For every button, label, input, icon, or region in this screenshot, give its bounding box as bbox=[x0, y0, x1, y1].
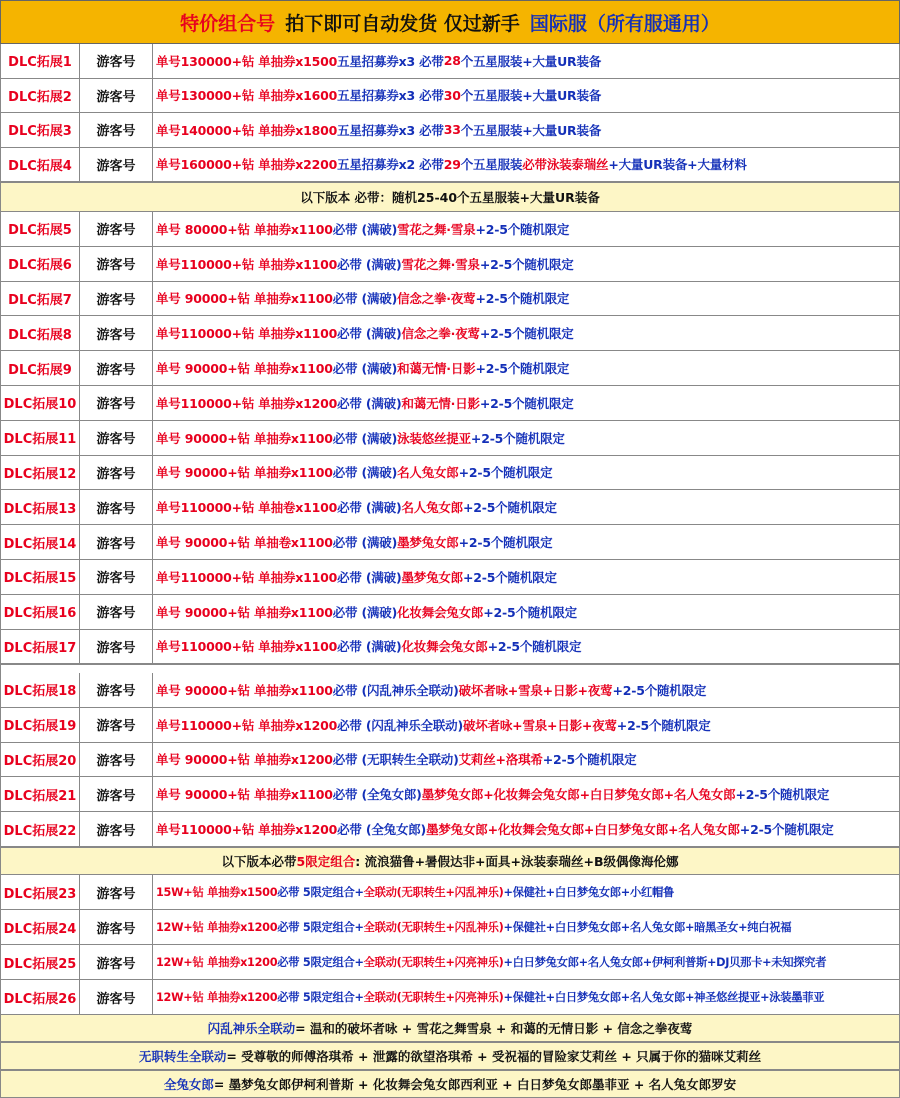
legend-key: 全兔女郎 bbox=[163, 1077, 214, 1092]
desc-price: 单号110000+钻 单抽券x1200 bbox=[156, 822, 338, 838]
desc-guarantee: 必带 (闪乱神乐全联动) bbox=[332, 682, 459, 698]
legend-line bbox=[0, 1014, 900, 1042]
row-description bbox=[153, 525, 900, 559]
table-row bbox=[0, 44, 900, 79]
row-id: DLC拓展7 bbox=[0, 282, 80, 316]
legend-line bbox=[0, 1070, 900, 1098]
table-row bbox=[0, 421, 900, 456]
row-account-type: 游客号 bbox=[80, 945, 153, 979]
table-row bbox=[0, 456, 900, 491]
desc-guarantee: 必带 (满破) bbox=[332, 535, 398, 551]
desc-extra: +2-5个随机限定 bbox=[479, 256, 574, 272]
desc-price: 单号 90000+钻 单抽券x1100 bbox=[156, 361, 333, 377]
desc-guarantee: 必带 5限定组合+ bbox=[277, 991, 364, 1004]
table-row bbox=[0, 113, 900, 148]
page-title bbox=[0, 0, 900, 44]
row-account-type: 游客号 bbox=[80, 630, 153, 664]
table-row bbox=[0, 79, 900, 114]
row-description bbox=[153, 630, 900, 664]
desc-price: 单号110000+钻 单抽券x1100 bbox=[156, 256, 338, 272]
desc-highlight: 雪花之舞·雪泉 bbox=[397, 221, 476, 237]
table-row bbox=[0, 525, 900, 560]
legend-value: = 受尊敬的师傅洛琪希 + 泄露的欲望洛琪希 + 受祝福的冒险家艾莉丝 + 只属于你的猫咪艾莉丝 bbox=[226, 1049, 762, 1064]
desc-extra: +2-5个随机限定 bbox=[483, 604, 577, 620]
row-description bbox=[153, 777, 900, 811]
row-description bbox=[153, 113, 900, 147]
desc-price: 15W+钻 单抽券x1500 bbox=[156, 886, 278, 899]
desc-price: 单号110000+钻 单抽券x1100 bbox=[156, 326, 338, 342]
row-id: DLC拓展8 bbox=[0, 316, 80, 350]
desc-highlight: 破坏者咏+雪泉+日影+夜莺 bbox=[462, 717, 617, 733]
row-account-type: 游客号 bbox=[80, 421, 153, 455]
row-account-type: 游客号 bbox=[80, 386, 153, 420]
note-prefix: 以下版本必带 bbox=[221, 854, 297, 869]
legend-key: 无职转生全联动 bbox=[138, 1049, 227, 1064]
desc-guarantee: 必带 (满破) bbox=[332, 465, 398, 481]
row-description bbox=[153, 560, 900, 594]
desc-extra: +保健社+白日梦兔女郎+名人兔女郎+暗黑圣女+纯白祝福 bbox=[503, 921, 792, 934]
desc-extra-2: +大量UR装备+大量材料 bbox=[608, 157, 747, 173]
table-row bbox=[0, 316, 900, 351]
desc-guarantee: 五星招募券x2 必带 bbox=[337, 157, 444, 173]
desc-price: 单号110000+钻 单抽券x1200 bbox=[156, 717, 338, 733]
desc-highlight: 28 bbox=[443, 53, 461, 69]
desc-guarantee: 必带 (满破) bbox=[332, 291, 398, 307]
desc-highlight: 33 bbox=[443, 122, 461, 138]
table-row bbox=[0, 148, 900, 183]
row-account-type: 游客号 bbox=[80, 351, 153, 385]
table-row bbox=[0, 630, 900, 665]
row-account-type: 游客号 bbox=[80, 777, 153, 811]
row-account-type: 游客号 bbox=[80, 708, 153, 742]
row-description bbox=[153, 282, 900, 316]
desc-extra: 个五星服装+大量UR装备 bbox=[460, 122, 602, 138]
table-row bbox=[0, 945, 900, 980]
desc-highlight: 化妆舞会兔女郎 bbox=[401, 639, 488, 655]
desc-extra: +2-5个随机限定 bbox=[470, 430, 565, 446]
row-id: DLC拓展9 bbox=[0, 351, 80, 385]
row-id: DLC拓展22 bbox=[0, 812, 80, 846]
title-highlight: 特价组合号 bbox=[180, 12, 276, 35]
row-id: DLC拓展6 bbox=[0, 247, 80, 281]
desc-highlight: 信念之拳·夜莺 bbox=[401, 326, 480, 342]
desc-guarantee: 必带 (满破) bbox=[332, 361, 398, 377]
desc-extra: +2-5个随机限定 bbox=[458, 465, 553, 481]
table-row bbox=[0, 595, 900, 630]
row-id: DLC拓展25 bbox=[0, 945, 80, 979]
row-id: DLC拓展21 bbox=[0, 777, 80, 811]
desc-guarantee: 必带 (满破) bbox=[337, 326, 402, 342]
desc-extra: +2-5个随机限定 bbox=[735, 787, 830, 803]
row-id: DLC拓展17 bbox=[0, 630, 80, 664]
desc-guarantee: 必带 5限定组合+ bbox=[277, 956, 364, 969]
desc-price: 12W+钻 单抽券x1200 bbox=[156, 991, 278, 1004]
row-id: DLC拓展19 bbox=[0, 708, 80, 742]
table-row bbox=[0, 673, 900, 708]
table-row bbox=[0, 777, 900, 812]
row-description bbox=[153, 980, 900, 1014]
desc-highlight: 墨梦兔女郎+化妆舞会兔女郎+白日梦兔女郎+名人兔女郎 bbox=[426, 822, 740, 838]
desc-extra: +2-5个随机限定 bbox=[458, 535, 553, 551]
desc-extra: +2-5个随机限定 bbox=[612, 682, 707, 698]
desc-price: 单号 90000+钻 单抽券x1100 bbox=[156, 291, 333, 307]
row-description bbox=[153, 743, 900, 777]
desc-extra: +2-5个随机限定 bbox=[479, 395, 574, 411]
row-description bbox=[153, 708, 900, 742]
desc-price: 单号130000+钻 单抽券x1600 bbox=[156, 88, 338, 104]
desc-guarantee: 必带 (满破) bbox=[332, 221, 398, 237]
desc-guarantee: 必带 5限定组合+ bbox=[277, 886, 364, 899]
row-description bbox=[153, 595, 900, 629]
table-row bbox=[0, 560, 900, 595]
note-highlight: 5限定组合 bbox=[296, 854, 356, 869]
desc-guarantee: 必带 (满破) bbox=[337, 395, 402, 411]
desc-guarantee: 必带 (满破) bbox=[337, 569, 402, 585]
desc-highlight: 名人兔女郎 bbox=[397, 465, 459, 481]
section-note-2 bbox=[0, 847, 900, 875]
desc-extra: +2-5个随机限定 bbox=[462, 569, 557, 585]
row-account-type: 游客号 bbox=[80, 875, 153, 909]
table-row bbox=[0, 812, 900, 847]
desc-highlight: 全联动(无职转生+闪亮神乐) bbox=[363, 991, 504, 1004]
desc-highlight: 30 bbox=[443, 87, 461, 103]
row-description bbox=[153, 79, 900, 113]
row-description bbox=[153, 910, 900, 944]
desc-highlight: 雪花之舞·雪泉 bbox=[401, 256, 480, 272]
row-id: DLC拓展5 bbox=[0, 212, 80, 246]
title-main: 拍下即可自动发货 仅过新手 bbox=[285, 12, 520, 35]
row-description bbox=[153, 212, 900, 246]
row-description bbox=[153, 44, 900, 78]
row-description bbox=[153, 351, 900, 385]
row-id: DLC拓展4 bbox=[0, 148, 80, 182]
row-id: DLC拓展15 bbox=[0, 560, 80, 594]
desc-guarantee: 五星招募券x3 必带 bbox=[337, 88, 444, 104]
table-row bbox=[0, 743, 900, 778]
row-account-type: 游客号 bbox=[80, 212, 153, 246]
row-description bbox=[153, 386, 900, 420]
row-account-type: 游客号 bbox=[80, 490, 153, 524]
desc-guarantee: 必带 (满破) bbox=[332, 430, 398, 446]
desc-highlight: 墨梦兔女郎+化妆舞会兔女郎+白日梦兔女郎+名人兔女郎 bbox=[421, 787, 736, 803]
row-account-type: 游客号 bbox=[80, 316, 153, 350]
desc-price: 12W+钻 单抽券x1200 bbox=[156, 956, 278, 969]
desc-extra: +2-5个随机限定 bbox=[479, 326, 574, 342]
row-description bbox=[153, 490, 900, 524]
row-account-type: 游客号 bbox=[80, 673, 153, 707]
desc-price: 单号130000+钻 单抽券x1500 bbox=[156, 53, 338, 69]
desc-guarantee: 必带 (满破) bbox=[332, 604, 398, 620]
row-account-type: 游客号 bbox=[80, 247, 153, 281]
row-description bbox=[153, 148, 900, 182]
row-account-type: 游客号 bbox=[80, 910, 153, 944]
table-row bbox=[0, 386, 900, 421]
desc-price: 单号 90000+钻 单抽券x1100 bbox=[156, 604, 333, 620]
row-description bbox=[153, 812, 900, 846]
row-id: DLC拓展3 bbox=[0, 113, 80, 147]
desc-extra: 个五星服装+大量UR装备 bbox=[460, 88, 602, 104]
table-row bbox=[0, 875, 900, 910]
row-account-type: 游客号 bbox=[80, 282, 153, 316]
desc-highlight: 全联动(无职转生+闪乱神乐) bbox=[363, 921, 504, 934]
title-server: 国际服（所有服通用） bbox=[529, 12, 720, 35]
desc-price: 单号110000+钻 单抽券x1100 bbox=[156, 569, 338, 585]
desc-price: 单号 90000+钻 单抽券x1100 bbox=[156, 682, 333, 698]
desc-guarantee: 必带 (闪乱神乐全联动) bbox=[337, 717, 463, 733]
desc-extra: +2-5个随机限定 bbox=[739, 822, 834, 838]
desc-price: 单号 90000+钻 单抽券x1100 bbox=[156, 465, 333, 481]
row-account-type: 游客号 bbox=[80, 148, 153, 182]
desc-extra: +2-5个随机限定 bbox=[462, 500, 557, 516]
desc-guarantee: 必带 5限定组合+ bbox=[277, 921, 364, 934]
desc-highlight: 全联动(无职转生+闪乱神乐) bbox=[363, 886, 504, 899]
row-id: DLC拓展16 bbox=[0, 595, 80, 629]
desc-guarantee: 五星招募券x3 必带 bbox=[337, 122, 444, 138]
row-account-type: 游客号 bbox=[80, 456, 153, 490]
row-id: DLC拓展11 bbox=[0, 421, 80, 455]
desc-guarantee: 必带 (满破) bbox=[337, 256, 402, 272]
table-row bbox=[0, 980, 900, 1015]
desc-highlight: 泳装悠丝提亚 bbox=[397, 430, 471, 446]
desc-highlight: 和蔼无情·日影 bbox=[401, 395, 480, 411]
legend-key: 闪乱神乐全联动 bbox=[207, 1021, 296, 1036]
desc-price: 单号 90000+钻 单抽券x1200 bbox=[156, 752, 333, 768]
desc-highlight: 墨梦兔女郎 bbox=[397, 535, 459, 551]
desc-extra: +白日梦兔女郎+名人兔女郎+伊柯利普斯+DJ贝那卡+未知探究者 bbox=[503, 956, 827, 969]
desc-price: 单号 90000+钻 单抽卷x1100 bbox=[156, 535, 333, 551]
desc-highlight-2: 必带泳装泰瑞丝 bbox=[522, 157, 609, 173]
desc-price: 单号140000+钻 单抽券x1800 bbox=[156, 122, 338, 138]
desc-price: 单号110000+钻 单抽券x1200 bbox=[156, 395, 338, 411]
table-row bbox=[0, 282, 900, 317]
row-id: DLC拓展23 bbox=[0, 875, 80, 909]
table-row bbox=[0, 212, 900, 247]
legend-value: = 墨梦兔女郎伊柯利普斯 + 化妆舞会兔女郎西利亚 + 白日梦兔女郎墨菲亚 + 名人兔女郎罗安 bbox=[213, 1077, 737, 1092]
desc-guarantee: 必带 (无职转生全联动) bbox=[332, 752, 459, 768]
row-account-type: 游客号 bbox=[80, 812, 153, 846]
row-id: DLC拓展18 bbox=[0, 673, 80, 707]
row-id: DLC拓展12 bbox=[0, 456, 80, 490]
row-id: DLC拓展1 bbox=[0, 44, 80, 78]
row-description bbox=[153, 945, 900, 979]
desc-price: 12W+钻 单抽券x1200 bbox=[156, 921, 278, 934]
desc-extra: 个五星服装+大量UR装备 bbox=[460, 53, 602, 69]
desc-extra: +2-5个随机限定 bbox=[475, 361, 570, 377]
desc-extra: +2-5个随机限定 bbox=[616, 717, 711, 733]
desc-extra: +保健社+白日梦兔女郎+小红帽鲁 bbox=[503, 886, 674, 899]
desc-highlight: 破坏者咏+雪泉+日影+夜莺 bbox=[458, 682, 613, 698]
row-description bbox=[153, 316, 900, 350]
row-account-type: 游客号 bbox=[80, 44, 153, 78]
desc-guarantee: 必带 (全兔女郎) bbox=[332, 787, 422, 803]
legend-line bbox=[0, 1042, 900, 1070]
row-account-type: 游客号 bbox=[80, 743, 153, 777]
table-row bbox=[0, 910, 900, 945]
row-id: DLC拓展24 bbox=[0, 910, 80, 944]
row-account-type: 游客号 bbox=[80, 79, 153, 113]
desc-guarantee: 必带 (满破) bbox=[337, 500, 402, 516]
desc-extra: +2-5个随机限定 bbox=[475, 221, 570, 237]
desc-price: 单号160000+钻 单抽券x2200 bbox=[156, 157, 338, 173]
desc-highlight: 化妆舞会兔女郎 bbox=[397, 604, 484, 620]
desc-highlight: 名人兔女郎 bbox=[401, 500, 463, 516]
desc-price: 单号110000+钻 单抽券x1100 bbox=[156, 639, 338, 655]
row-description bbox=[153, 247, 900, 281]
legend-value: = 温和的破坏者咏 + 雪花之舞雪泉 + 和蔼的无情日影 + 信念之拳夜莺 bbox=[295, 1021, 693, 1036]
row-id: DLC拓展14 bbox=[0, 525, 80, 559]
table-row bbox=[0, 351, 900, 386]
row-account-type: 游客号 bbox=[80, 560, 153, 594]
row-description bbox=[153, 456, 900, 490]
row-id: DLC拓展10 bbox=[0, 386, 80, 420]
row-description bbox=[153, 875, 900, 909]
row-id: DLC拓展26 bbox=[0, 980, 80, 1014]
row-account-type: 游客号 bbox=[80, 525, 153, 559]
row-account-type: 游客号 bbox=[80, 595, 153, 629]
row-description bbox=[153, 421, 900, 455]
desc-guarantee: 必带 (满破) bbox=[337, 639, 402, 655]
desc-highlight: 全联动(无职转生+闪亮神乐) bbox=[363, 956, 504, 969]
row-account-type: 游客号 bbox=[80, 980, 153, 1014]
desc-highlight: 信念之拳·夜莺 bbox=[397, 291, 476, 307]
desc-guarantee: 必带 (全兔女郎) bbox=[337, 822, 427, 838]
desc-extra: 个五星服装 bbox=[460, 157, 523, 173]
desc-extra: +2-5个随机限定 bbox=[487, 639, 582, 655]
row-account-type: 游客号 bbox=[80, 113, 153, 147]
row-id: DLC拓展20 bbox=[0, 743, 80, 777]
row-description bbox=[153, 673, 900, 707]
desc-extra: +2-5个随机限定 bbox=[475, 291, 570, 307]
desc-guarantee: 五星招募券x3 必带 bbox=[337, 53, 444, 69]
desc-extra: +2-5个随机限定 bbox=[542, 752, 637, 768]
desc-price: 单号110000+钻 单抽卷x1100 bbox=[156, 500, 338, 516]
desc-highlight: 艾莉丝+洛琪希 bbox=[458, 752, 543, 768]
table-row bbox=[0, 490, 900, 525]
note-suffix: : 流浪猫鲁+暑假达非+面具+泳装泰瑞丝+B级偶像海伦娜 bbox=[355, 854, 679, 869]
desc-extra: +保健社+白日梦兔女郎+名人兔女郎+神圣悠丝提亚+泳装墨菲亚 bbox=[503, 991, 825, 1004]
desc-highlight: 墨梦兔女郎 bbox=[401, 569, 463, 585]
table-row bbox=[0, 247, 900, 282]
section-note-1: 以下版本 必带：随机25-40个五星服装+大量UR装备 bbox=[0, 182, 900, 212]
desc-highlight: 和蔼无情·日影 bbox=[397, 361, 476, 377]
table-row bbox=[0, 708, 900, 743]
desc-highlight: 29 bbox=[443, 156, 461, 172]
desc-price: 单号 80000+钻 单抽券x1100 bbox=[156, 221, 333, 237]
desc-price: 单号 90000+钻 单抽券x1100 bbox=[156, 787, 333, 803]
row-id: DLC拓展2 bbox=[0, 79, 80, 113]
desc-price: 单号 90000+钻 单抽券x1100 bbox=[156, 430, 333, 446]
row-id: DLC拓展13 bbox=[0, 490, 80, 524]
